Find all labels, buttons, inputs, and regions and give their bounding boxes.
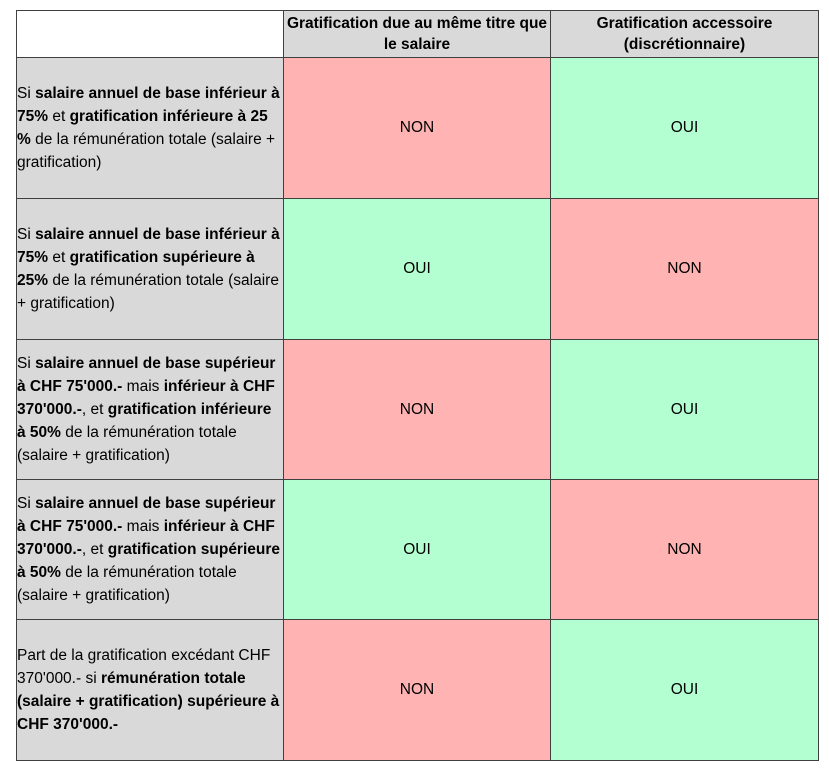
condition-text-bold: inférieur à CHF 370'000.- [17,518,275,558]
condition-text: de la rémunération totale (salaire + gratification) [17,272,279,312]
condition-text: mais [122,378,164,395]
condition-text: , et [81,541,108,558]
value-cell-col2: NON [551,199,819,340]
condition-text: Si [17,355,36,372]
value-cell-col2: NON [551,480,819,620]
condition-text-bold: salaire annuel de base inférieur à 75% [17,226,280,266]
condition-text-bold: gratification inférieure à 25 % [17,108,268,148]
value-cell-col2: OUI [551,340,819,480]
table-row [17,58,819,199]
condition-text: Si [17,495,36,512]
condition-text: de la rémunération totale (salaire + gratification) [17,131,276,171]
condition-text: , et [81,401,108,418]
condition-text-bold: gratification supérieure à 50% [17,541,281,581]
table-row [17,340,819,480]
table-row [17,620,819,761]
condition-text-bold: gratification inférieure à 50% [17,401,272,441]
value-cell-col1: OUI [284,480,551,620]
condition-cell [17,340,284,480]
condition-text: Si [17,85,36,102]
condition-text-bold: inférieur à CHF 370'000.- [17,378,275,418]
condition-cell [17,480,284,620]
condition-text: de la rémunération totale (salaire + gratification) [17,564,237,604]
condition-text: mais [122,518,164,535]
condition-cell [17,620,284,761]
condition-text: de la rémunération totale (salaire + gratification) [17,424,237,464]
header-col-gratification-accessoire: Gratification accessoire (discrétionnaire) [551,11,819,58]
condition-cell [17,58,284,199]
value-cell-col2: OUI [551,620,819,761]
condition-text-bold: rémunération totale (salaire + gratification) supérieure à CHF 370'000.- [17,670,280,733]
condition-text: et [48,249,70,266]
value-cell-col1: OUI [284,199,551,340]
condition-text-bold: salaire annuel de base supérieur à CHF 75'000.- [17,495,276,535]
condition-text-bold: gratification supérieure à 25% [17,249,255,289]
table-row [17,199,819,340]
value-cell-col1: NON [284,620,551,761]
condition-text: Si [17,226,36,243]
value-cell-col2: OUI [551,58,819,199]
condition-text: et [48,108,70,125]
condition-cell [17,199,284,340]
gratification-table [16,10,819,761]
value-cell-col1: NON [284,58,551,199]
value-cell-col1: NON [284,340,551,480]
header-row [17,11,819,58]
table-row [17,480,819,620]
header-col-gratification-due: Gratification due au même titre que le salaire [284,11,551,58]
header-empty-cell [17,11,284,58]
condition-text: Part de la gratification excédant CHF 370'000.- si [17,647,271,687]
condition-text-bold: salaire annuel de base supérieur à CHF 75'000.- [17,355,276,395]
condition-text-bold: salaire annuel de base inférieur à 75% [17,85,280,125]
